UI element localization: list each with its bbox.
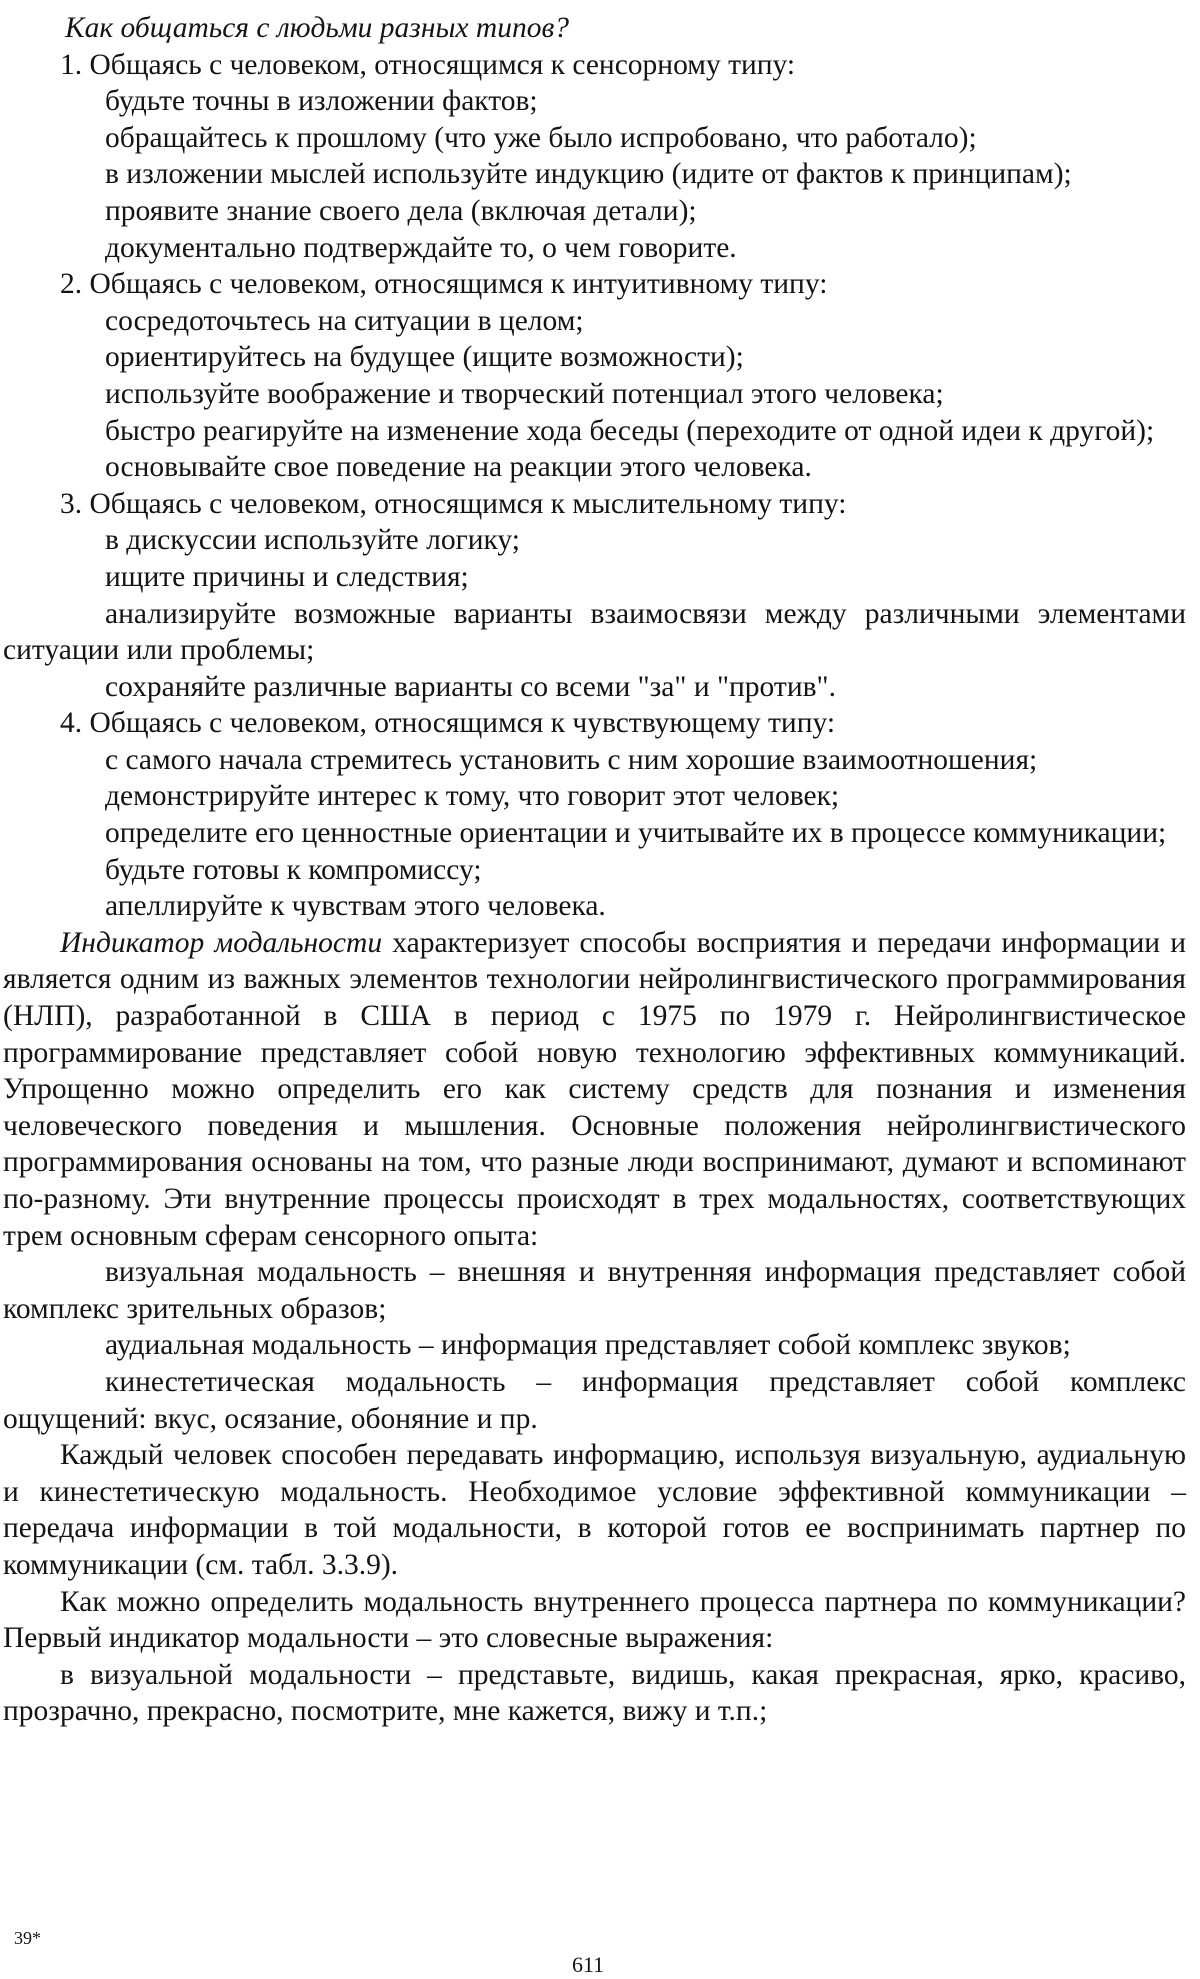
list-item: ищите причины и следствия;	[105, 560, 469, 593]
list-item: ориентируйтесь на будущее (ищите возможности);	[105, 341, 744, 374]
list-item: проявите знание своего дела (включая детали);	[105, 194, 697, 227]
list-item: определите его ценностные ориентации и учитывайте их в процессе коммуникации;	[105, 817, 1167, 850]
type-heading-feeling: 4. Общаясь с человеком, относящимся к чувствующему типу:	[60, 707, 836, 740]
list-item: апеллируйте к чувствам этого человека.	[105, 890, 606, 923]
list-item: сосредоточьтесь на ситуации в целом;	[105, 304, 584, 337]
modality-text: характеризует способы восприятия и передачи информации и является одним из важных элементов технологии нейролингвистического программирования (НЛП), разработанной в США в период с 1975 по 1979 г. Нейролингвистическое программирование представляет собой новую технологию эффективных коммуникаций. Упрощенно можно определить его как систему средств для познания и изменения человеческого поведения и мышления. Основные положения нейролингвистического программирования основаны на том, что разные люди воспринимают, думают и вспоминают по-разному. Эти внутренние процессы происходят в трех модальностях, соответствующих трем основным сферам сенсорного опыта:	[3, 926, 1186, 1252]
list-item: сохраняйте различные варианты со всеми "за" и "против".	[105, 670, 836, 703]
modality-item-kinesthetic: кинестетическая модальность – информация представляет собой комплекс ощущений: вкус, осязание, обоняние и пр.	[3, 1365, 1186, 1435]
modality-item-visual: визуальная модальность – внешняя и внутренняя информация представляет собой комплекс зрительных образов;	[3, 1256, 1186, 1325]
list-item: используйте воображение и творческий потенциал этого человека;	[105, 377, 944, 410]
modality-paragraph	[3, 925, 1186, 1254]
list-item: демонстрируйте интерес к тому, что говорит этот человек;	[105, 780, 840, 813]
body-paragraph: Каждый человек способен передавать информацию, используя визуальную, аудиальную и кинестетическую модальность. Необходимое условие эффективной коммуникации – передача информации в той модальности, в которой готов ее воспринимать партнер по коммуникации (см. табл. 3.3.9).	[3, 1439, 1186, 1581]
list-item: в дискуссии используйте логику;	[105, 524, 520, 557]
type-heading-sensory: 1. Общаясь с человеком, относящимся к сенсорному типу:	[60, 48, 796, 81]
page-number: 611	[572, 1952, 605, 1977]
list-item: быстро реагируйте на изменение хода беседы (переходите от одной идеи к другой);	[105, 414, 1155, 447]
body-paragraph: Как можно определить модальность внутреннего процесса партнера по коммуникации? Первый индикатор модальности – это словесные выражения:	[3, 1585, 1186, 1655]
signature-mark: 39*	[14, 1928, 41, 1948]
list-item: будьте точны в изложении фактов;	[105, 85, 538, 118]
type-heading-intuitive: 2. Общаясь с человеком, относящимся к интуитивному типу:	[60, 268, 828, 301]
modality-term: Индикатор модальности	[60, 926, 383, 959]
list-item: с самого начала стремитесь установить с ним хорошие взаимоотношения;	[105, 743, 1038, 776]
body-paragraph: в визуальной модальности – представьте, видишь, какая прекрасная, ярко, красиво, прозрачно, прекрасно, посмотрите, мне кажется, вижу и т.п.;	[3, 1658, 1186, 1728]
modality-item-audial: аудиальная модальность – информация представляет собой комплекс звуков;	[105, 1329, 1071, 1362]
list-item: будьте готовы к компромиссу;	[105, 853, 482, 886]
section-title: Как общаться с людьми разных типов?	[65, 12, 570, 44]
list-item: анализируйте возможные варианты взаимосвязи между различными элементами ситуации или проблемы;	[3, 597, 1186, 667]
list-item: в изложении мыслей используйте индукцию (идите от фактов к принципам);	[105, 158, 1072, 191]
type-heading-thinking: 3. Общаясь с человеком, относящимся к мыслительному типу:	[60, 487, 847, 520]
list-item: обращайтесь к прошлому (что уже было испробовано, что работало);	[105, 121, 977, 154]
list-item: документально подтверждайте то, о чем говорите.	[105, 231, 737, 264]
list-item: основывайте свое поведение на реакции этого человека.	[105, 451, 812, 484]
